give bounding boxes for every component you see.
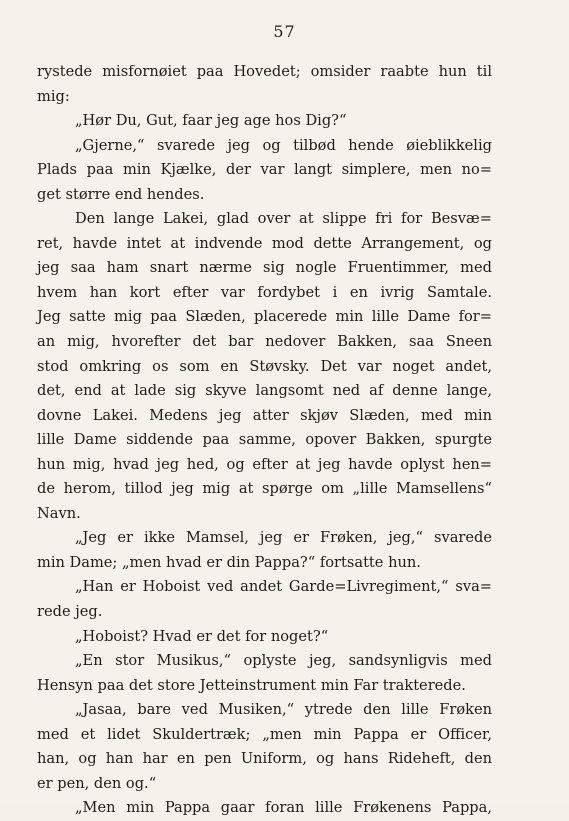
- text-line: min Dame; „men hvad er din Pappa?“ fortsatte hun.: [37, 553, 421, 571]
- text-line: „Han er Hoboist ved andet Garde=Livregiment,“ sva=: [75, 578, 492, 596]
- text-line: Jeg satte mig paa Slæden, placerede min lille Dame for=: [37, 308, 492, 326]
- text-line: Den lange Lakei, glad over at slippe fri for Besvæ=: [75, 210, 492, 228]
- text-line: Hensyn paa det store Jetteinstrument min Far trakterede.: [37, 676, 466, 694]
- text-line: „Gjerne,“ svarede jeg og tilbød hende øieblikkelig: [75, 136, 492, 154]
- text-line: han, og han har en pen Uniform, og hans Rideheft, den: [37, 750, 492, 768]
- text-line: lille Dame siddende paa samme, opover Bakken, spurgte: [37, 431, 492, 449]
- text-line: hun mig, hvad jeg hed, og efter at jeg havde oplyst hen=: [37, 455, 492, 473]
- text-line: Plads paa min Kjælke, der var langt simplere, men no=: [37, 161, 492, 179]
- text-line: er pen, den og.“: [37, 774, 157, 792]
- text-line: an mig, hvorefter det bar nedover Bakken, saa Sneen: [37, 333, 492, 351]
- text-line: „Jasaa, bare ved Musiken,“ ytrede den lille Frøken: [75, 701, 492, 719]
- text-line: mig:: [37, 87, 70, 105]
- text-line: med et lidet Skuldertræk; „men min Pappa er Officer,: [37, 725, 492, 743]
- text-line: det, end at lade sig skyve langsomt ned af denne lange,: [37, 382, 492, 400]
- text-line: dovne Lakei. Medens jeg atter skjøv Slæden, med min: [37, 406, 492, 424]
- text-line: get større end hendes.: [37, 185, 205, 203]
- text-line: „Men min Pappa gaar foran lille Frøkenens Pappa,: [75, 799, 492, 817]
- text-line: „Jeg er ikke Mamsel, jeg er Frøken, jeg,“ svarede: [75, 529, 492, 547]
- page-number: 57: [273, 22, 296, 41]
- text-line: ret, havde intet at indvende mod dette Arrangement, og: [37, 234, 492, 252]
- body-text: [37, 60, 492, 821]
- text-line: rystede misfornøiet paa Hovedet; omsider raabte hun til: [37, 63, 492, 80]
- text-line: hvem han kort efter var fordybet i en ivrig Samtale.: [37, 283, 492, 301]
- text-line: de herom, tillod jeg mig at spørge om „lille Mamsellens“: [37, 480, 492, 498]
- text-line: „Hoboist? Hvad er det for noget?“: [75, 627, 329, 645]
- text-line: rede jeg.: [37, 603, 103, 621]
- text-line: „En stor Musikus,“ oplyste jeg, sandsynligvis med: [75, 652, 492, 670]
- text-line: stod omkring os som en Støvsky. Det var noget andet,: [37, 357, 492, 375]
- text-line: Navn.: [37, 504, 81, 522]
- text-line: „Hør Du, Gut, faar jeg age hos Dig?“: [75, 112, 347, 130]
- text-line: jeg saa ham snart nærme sig nogle Fruentimmer, med: [37, 259, 492, 277]
